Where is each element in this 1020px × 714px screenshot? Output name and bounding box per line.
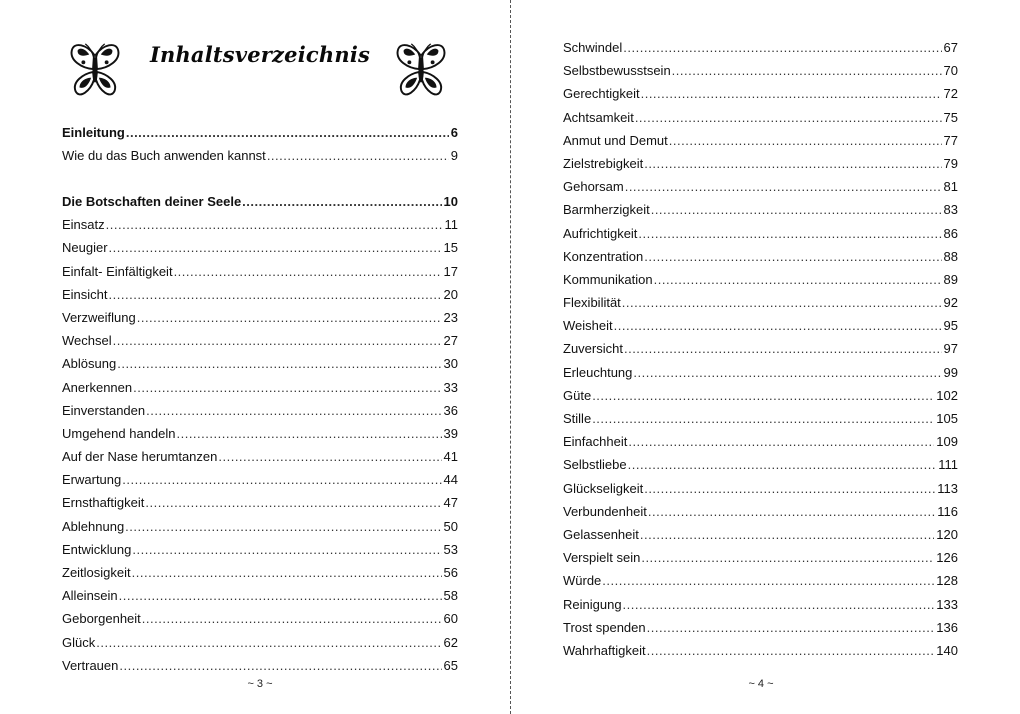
toc-entry-page: 86	[943, 225, 958, 241]
toc-entry[interactable]	[62, 399, 458, 422]
toc-entry[interactable]	[563, 198, 958, 221]
dot-leader	[96, 631, 441, 654]
toc-entry-label: Aufrichtigkeit	[563, 225, 638, 241]
toc-entry-label: Vertrauen	[62, 657, 119, 673]
toc-entry-label: Ablösung	[62, 356, 117, 372]
toc-entry-page: 20	[443, 286, 458, 302]
dot-leader	[142, 607, 442, 630]
dot-leader	[602, 569, 934, 592]
toc-entry-label: Glück	[62, 634, 96, 650]
toc-entry[interactable]	[62, 584, 458, 607]
toc-entry-page: 113	[937, 480, 958, 496]
toc-entry[interactable]	[563, 384, 958, 407]
toc-entry-page: 56	[443, 565, 458, 580]
toc-entry-label: Barmherzigkeit	[563, 202, 650, 218]
toc-entry[interactable]	[563, 337, 958, 360]
toc-entry-label: Erleuchtung	[563, 364, 633, 380]
toc-entry-page: 72	[943, 86, 958, 102]
toc-entry-label: Kommunikation	[563, 271, 653, 287]
toc-entry-page: 136	[936, 619, 958, 635]
toc-entry-page: 36	[443, 402, 458, 418]
dot-leader	[623, 593, 935, 616]
dot-leader	[106, 213, 443, 236]
toc-entry[interactable]	[563, 59, 958, 82]
toc-entry-label: Güte	[563, 387, 592, 403]
toc-entry-label: Entwicklung	[62, 541, 132, 557]
toc-entry-page: 47	[443, 495, 458, 511]
dot-leader	[125, 515, 441, 538]
toc-entry-label: Neugier	[62, 240, 108, 256]
dot-leader	[109, 236, 442, 259]
toc-entry[interactable]	[62, 144, 458, 167]
dot-leader	[641, 82, 942, 105]
toc-entry-label: Gelassenheit	[563, 526, 639, 542]
toc-main-section	[62, 190, 458, 677]
dot-leader	[628, 453, 937, 476]
dot-leader	[624, 337, 942, 360]
dot-leader	[592, 407, 934, 430]
dot-leader	[122, 468, 441, 491]
toc-entry[interactable]	[62, 283, 458, 306]
toc-entry[interactable]	[563, 291, 958, 314]
dot-leader	[174, 260, 442, 283]
toc-entry-label: Anerkennen	[62, 379, 133, 395]
toc-entry-page: 10	[443, 194, 458, 209]
dot-leader	[267, 144, 449, 167]
toc-entry-page: 140	[936, 642, 958, 658]
dot-leader	[109, 283, 442, 306]
toc-entry[interactable]	[563, 106, 958, 129]
toc-entry-label: Selbstbewusstsein	[563, 63, 671, 79]
dot-leader	[126, 121, 449, 144]
toc-entry[interactable]	[62, 190, 458, 213]
toc-entry-label: Zeitlosigkeit	[62, 565, 131, 580]
dot-leader	[592, 384, 934, 407]
toc-entry-label: Zuversicht	[563, 341, 623, 357]
toc-entry[interactable]	[563, 477, 958, 500]
dot-leader	[644, 152, 941, 175]
toc-entry-label: Reinigung	[563, 596, 622, 612]
toc-entry-label: Glückseligkeit	[563, 480, 644, 496]
toc-entry-page: 62	[443, 634, 458, 650]
toc-entry[interactable]	[563, 593, 958, 616]
toc-entry-label: Verspielt sein	[563, 550, 641, 566]
dot-leader	[242, 190, 441, 213]
toc-entry-label: Würde	[563, 573, 602, 589]
toc-entry[interactable]	[62, 306, 458, 329]
dot-leader	[638, 222, 941, 245]
toc-entry-page: 60	[443, 611, 458, 627]
dot-leader	[640, 523, 934, 546]
dot-leader	[648, 500, 935, 523]
toc-entry-page: 53	[443, 541, 458, 557]
dot-leader	[132, 561, 442, 584]
toc-entry[interactable]	[62, 538, 458, 561]
toc-entry-page: 41	[443, 449, 458, 465]
toc-entry-label: Gehorsam	[563, 179, 624, 195]
dot-leader	[133, 376, 441, 399]
toc-entry-label: Trost spenden	[563, 619, 646, 635]
toc-entry-page: 17	[443, 263, 458, 279]
dot-leader	[119, 654, 441, 677]
dot-leader	[132, 538, 441, 561]
dot-leader	[669, 129, 942, 152]
toc-entry-label: Einfachheit	[563, 434, 628, 450]
toc-entry-page: 75	[943, 109, 958, 125]
dot-leader	[641, 546, 934, 569]
toc-entry-label: Anmut und Demut	[563, 132, 668, 148]
toc-entry-page: 79	[943, 155, 958, 171]
toc-entry[interactable]	[563, 82, 958, 105]
toc-entry-label: Wahrhaftigkeit	[563, 642, 646, 658]
toc-entry[interactable]	[62, 213, 458, 236]
toc-entry[interactable]	[563, 36, 958, 59]
toc-entry-label: Einsicht	[62, 286, 108, 302]
toc-entry-page: 95	[943, 318, 958, 334]
dot-leader	[654, 268, 942, 291]
toc-entry-page: 111	[938, 457, 958, 473]
page-number: ~ 4 ~	[748, 678, 774, 690]
toc-entry[interactable]	[563, 407, 958, 430]
toc-entry[interactable]	[62, 515, 458, 538]
toc-entry[interactable]	[563, 500, 958, 523]
toc-entry[interactable]	[563, 523, 958, 546]
toc-entry-label: Achtsamkeit	[563, 109, 634, 125]
toc-header	[62, 34, 458, 110]
dot-leader	[113, 329, 442, 352]
toc-entry-label: Umgehend handeln	[62, 425, 176, 441]
toc-entry-page: 65	[443, 657, 458, 673]
toc-entry[interactable]	[62, 607, 458, 630]
toc-entry-page: 44	[443, 472, 458, 488]
dot-leader	[651, 198, 942, 221]
toc-entry-label: Die Botschaften deiner Seele	[62, 194, 242, 209]
toc-entry-label: Alleinsein	[62, 588, 118, 604]
toc-entry-page: 109	[936, 434, 958, 450]
toc-continued-section	[563, 36, 958, 662]
toc-entry[interactable]	[62, 329, 458, 352]
toc-entry-label: Wechsel	[62, 333, 112, 349]
toc-entry[interactable]	[62, 445, 458, 468]
toc-entry-page: 105	[936, 411, 958, 426]
toc-entry[interactable]	[563, 175, 958, 198]
toc-entry-label: Gerechtigkeit	[563, 86, 640, 102]
toc-entry[interactable]	[563, 453, 958, 476]
toc-entry-page: 30	[443, 356, 458, 372]
toc-entry[interactable]	[563, 245, 958, 268]
toc-entry[interactable]	[563, 268, 958, 291]
toc-entry-page: 128	[936, 573, 958, 589]
dot-leader	[623, 36, 941, 59]
toc-entry[interactable]	[62, 422, 458, 445]
toc-entry-page: 89	[943, 271, 958, 287]
toc-entry[interactable]	[563, 430, 958, 453]
dot-leader	[146, 399, 441, 422]
toc-entry-label: Einsatz	[62, 217, 105, 233]
toc-entry-page: 81	[943, 179, 958, 195]
page-number: ~ 3 ~	[247, 678, 273, 690]
toc-entry[interactable]	[62, 376, 458, 399]
toc-entry-label: Einleitung	[62, 125, 125, 140]
dot-leader	[117, 352, 441, 375]
toc-entry[interactable]	[62, 468, 458, 491]
toc-entry-page: 92	[943, 295, 958, 311]
toc-entry[interactable]	[563, 569, 958, 592]
dot-leader	[647, 616, 935, 639]
toc-entry-page: 9	[450, 148, 458, 164]
toc-entry[interactable]	[563, 314, 958, 337]
toc-entry[interactable]	[62, 654, 458, 677]
toc-entry-page: 67	[943, 40, 958, 55]
right-page	[511, 0, 1020, 714]
toc-entry[interactable]	[563, 361, 958, 384]
toc-entry-page: 102	[936, 387, 958, 403]
toc-entry[interactable]	[563, 129, 958, 152]
toc-entry-page: 99	[943, 364, 958, 380]
dot-leader	[176, 422, 441, 445]
butterfly-icon	[390, 38, 452, 104]
toc-entry-label: Einverstanden	[62, 402, 146, 418]
toc-entry-label: Verzweiflung	[62, 309, 136, 325]
dot-leader	[672, 59, 942, 82]
toc-entry-label: Selbstliebe	[563, 457, 627, 473]
toc-entry-page: 6	[450, 125, 458, 140]
toc-entry-label: Zielstrebigkeit	[563, 155, 644, 171]
toc-entry-page: 27	[443, 333, 458, 349]
toc-entry-page: 58	[443, 588, 458, 604]
dot-leader	[622, 291, 942, 314]
toc-entry-page: 126	[936, 550, 958, 566]
toc-entry-page: 39	[443, 425, 458, 441]
toc-entry-label: Geborgenheit	[62, 611, 141, 627]
dot-leader	[145, 491, 441, 514]
toc-entry-label: Ernsthaftigkeit	[62, 495, 145, 511]
toc-entry-label: Erwartung	[62, 472, 122, 488]
toc-entry-page: 88	[943, 248, 958, 264]
toc-entry-page: 77	[943, 132, 958, 148]
toc-entry-label: Wie du das Buch anwenden kannst	[62, 148, 266, 164]
toc-entry[interactable]	[62, 236, 458, 259]
toc-entry-page: 133	[936, 596, 958, 612]
toc-entry-page: 11	[444, 217, 458, 233]
toc-entry-page: 116	[937, 503, 958, 519]
dot-leader	[644, 477, 935, 500]
toc-entry-label: Flexibilität	[563, 295, 621, 311]
toc-entry-page: 120	[936, 526, 958, 542]
toc-entry-label: Weisheit	[563, 318, 613, 334]
toc-entry-label: Auf der Nase herumtanzen	[62, 449, 218, 465]
toc-entry-page: 70	[943, 63, 958, 79]
toc-entry[interactable]	[62, 121, 458, 144]
toc-entry[interactable]	[62, 561, 458, 584]
toc-entry[interactable]	[563, 616, 958, 639]
dot-leader	[625, 175, 942, 198]
toc-entry[interactable]	[62, 491, 458, 514]
dot-leader	[647, 639, 935, 662]
toc-entry-label: Schwindel	[563, 40, 623, 55]
toc-entry-page: 23	[443, 309, 458, 325]
dot-leader	[218, 445, 441, 468]
toc-entry-page: 97	[943, 341, 958, 357]
toc-entry[interactable]	[62, 352, 458, 375]
toc-entry[interactable]	[62, 631, 458, 654]
toc-entry-page: 15	[443, 240, 458, 256]
toc-intro-section	[62, 121, 458, 167]
toc-entry-label: Konzentration	[563, 248, 644, 264]
dot-leader	[119, 584, 442, 607]
page-title: Inhaltsverzeichnis	[149, 42, 371, 67]
toc-entry[interactable]	[563, 546, 958, 569]
toc-entry[interactable]	[62, 260, 458, 283]
toc-entry-page: 50	[443, 518, 458, 534]
dot-leader	[635, 106, 942, 129]
toc-entry-page: 33	[443, 379, 458, 395]
toc-entry-label: Stille	[563, 411, 592, 426]
toc-entry-page: 83	[943, 202, 958, 218]
toc-entry-label: Ablehnung	[62, 518, 125, 534]
toc-entry-label: Verbundenheit	[563, 503, 647, 519]
dot-leader	[137, 306, 442, 329]
toc-entry[interactable]	[563, 222, 958, 245]
dot-leader	[633, 361, 941, 384]
dot-leader	[614, 314, 942, 337]
toc-entry-label: Einfalt- Einfältigkeit	[62, 263, 173, 279]
toc-entry[interactable]	[563, 639, 958, 662]
dot-leader	[644, 245, 941, 268]
toc-entry[interactable]	[563, 152, 958, 175]
dot-leader	[628, 430, 934, 453]
